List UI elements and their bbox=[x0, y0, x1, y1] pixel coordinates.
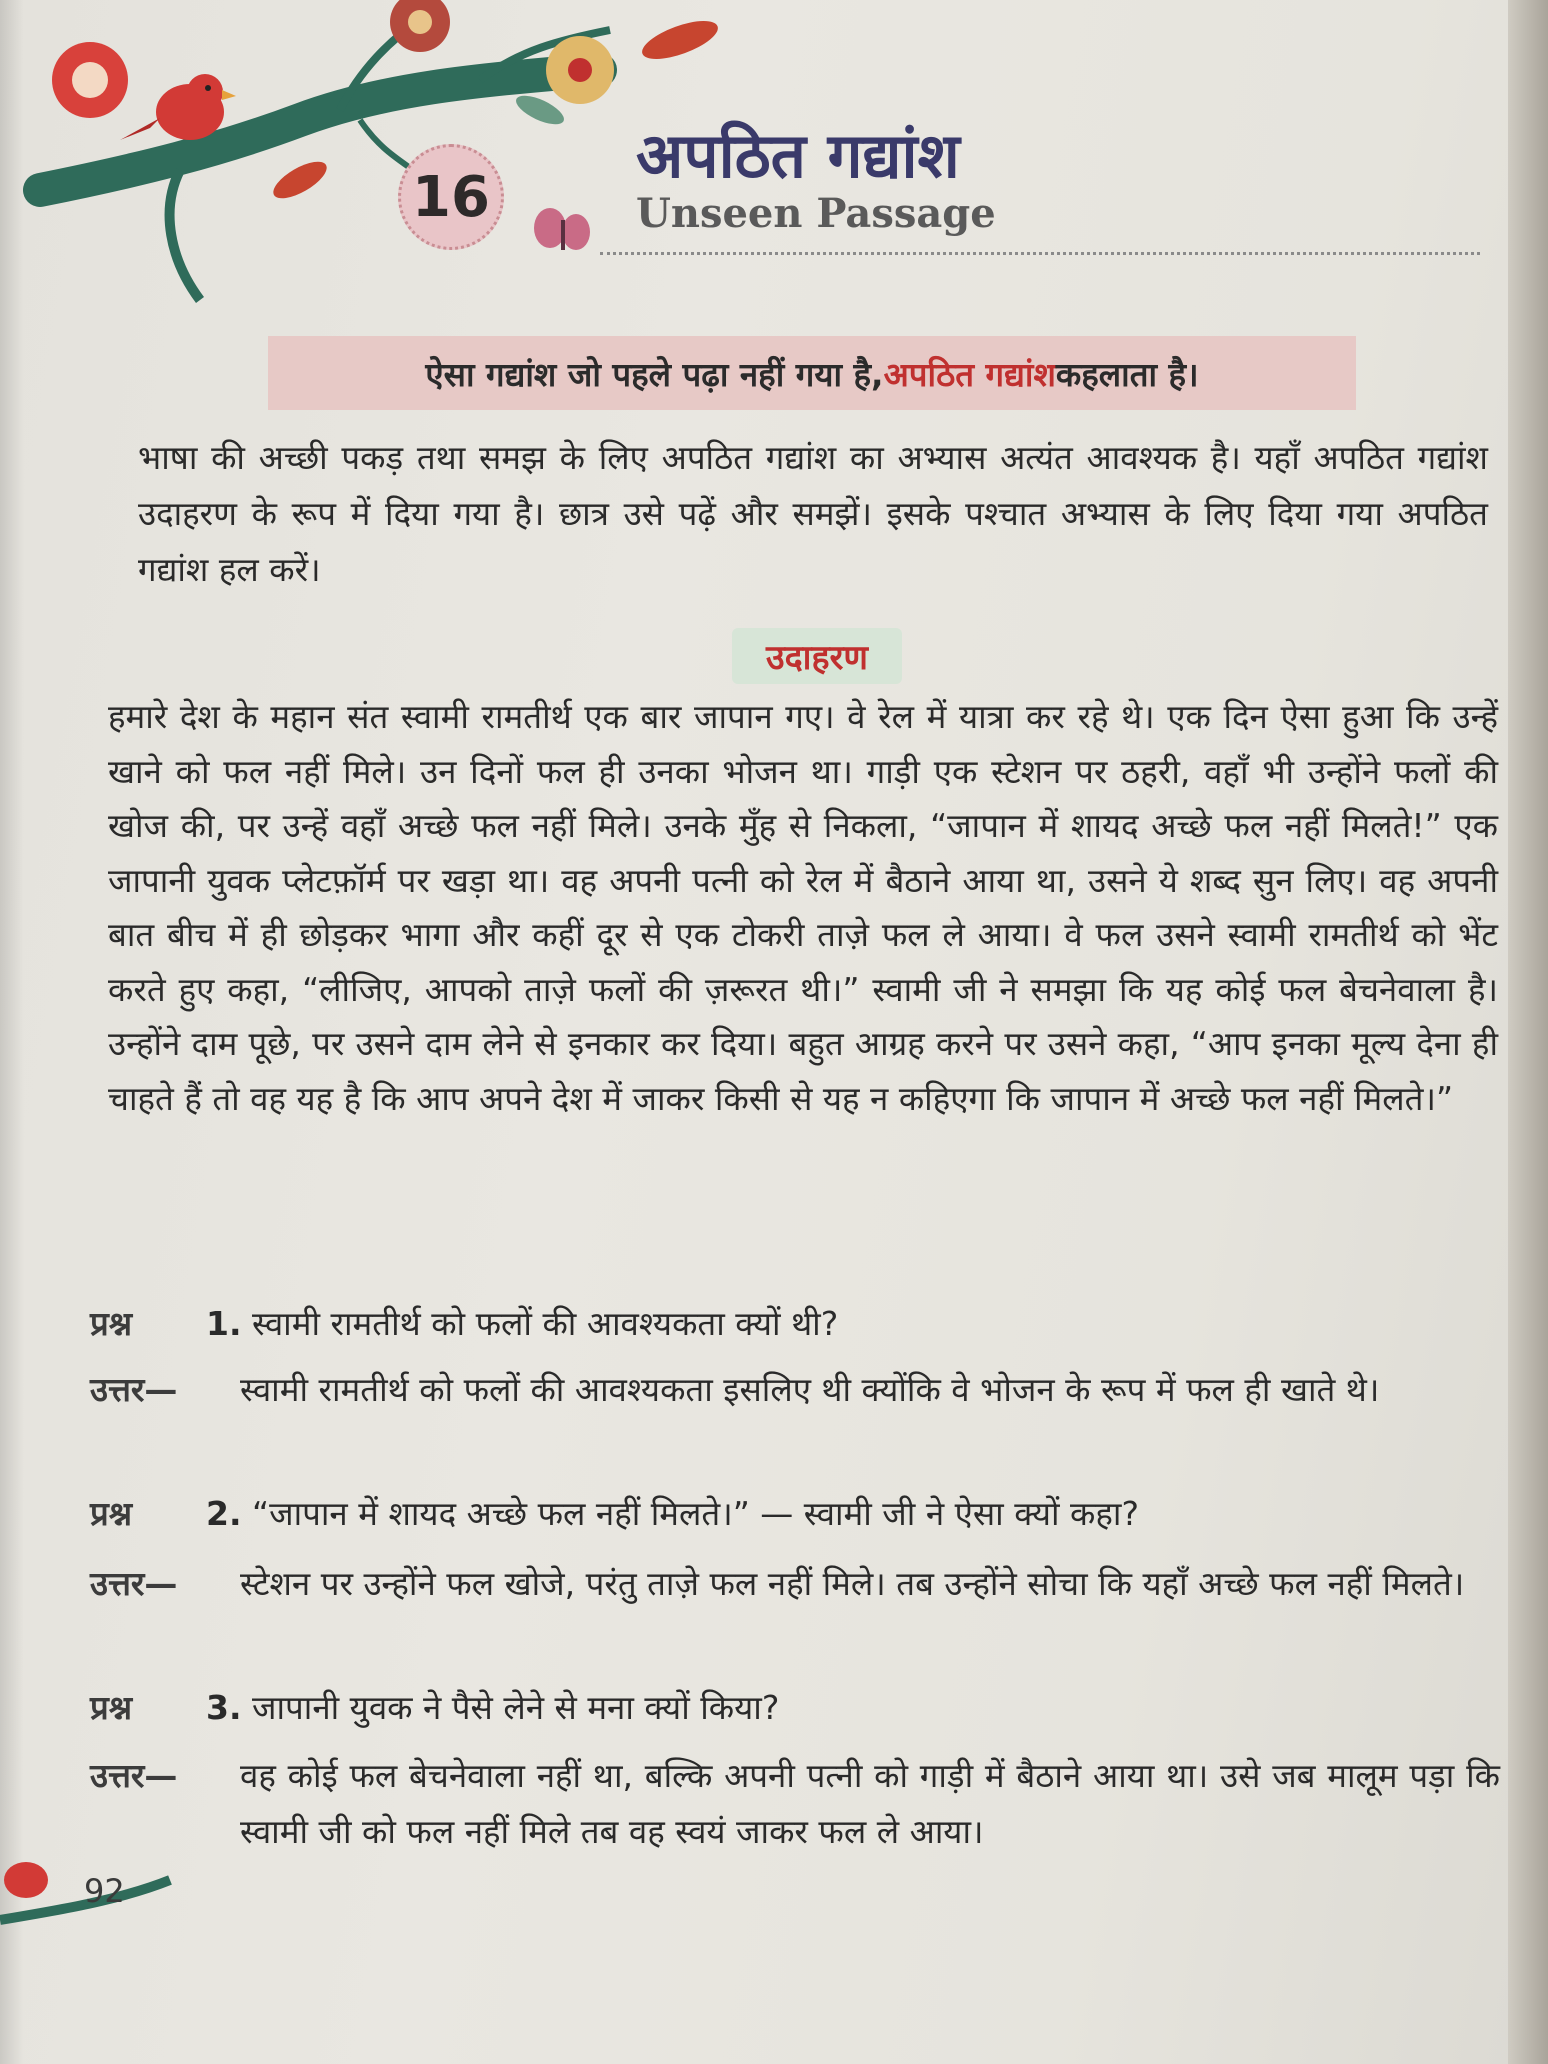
answer-label: उत्तर— bbox=[90, 1370, 178, 1409]
butterfly-icon bbox=[534, 208, 590, 250]
question-text: स्वामी रामतीर्थ को फलों की आवश्यकता क्यों थी? bbox=[252, 1304, 839, 1343]
chapter-subtitle: Unseen Passage bbox=[636, 190, 996, 237]
answer-text: स्टेशन पर उन्होंने फल खोजे, परंतु ताज़े फल नहीं मिले। तब उन्होंने सोचा कि यहाँ अच्छे फल नहीं मिलते। bbox=[240, 1564, 1465, 1603]
definition-prefix: ऐसा गद्यांश जो पहले पढ़ा नहीं गया है, bbox=[425, 354, 884, 394]
passage-paragraph: हमारे देश के महान संत स्वामी रामतीर्थ एक बार जापान गए। वे रेल में यात्रा कर रहे थे। एक दिन ऐसा हुआ कि उन्हें खाने को फल नहीं मिले। उन दिनों फल ही उनका भोजन था। गाड़ी एक स्टेशन पर ठहरी, वहाँ भी उन्होंने फलों की खोज की, पर उन्हें वहाँ अच्छे फल नहीं मिले। उनके मुँह से निकला, “जापान में शायद अच्छे फल नहीं मिलते!” एक जापानी युवक प्लेटफ़ॉर्म पर खड़ा था। वह अपनी पत्नी को रेल में बैठाने आया था, उसने ये शब्द सुन लिए। वह अपनी बात बीच में ही छोड़कर भागा और कहीं दूर से एक टोकरी ताज़े फल ले आया। वे फल उसने स्वामी रामतीर्थ को भेंट करते हुए कहा, “लीजिए, आपको ताज़े फलों की ज़रूरत थी।” स्वामी जी ने समझा कि यह कोई फल बेचनेवाला है। उन्होंने दाम पूछे, पर उसने दाम लेने से इनकार कर दिया। बहुत आग्रह करने पर उसने कहा, “आप इनका मूल्य देना ही चाहते हैं तो वह यह है कि आप अपने देश में जाकर किसी से यह न कहिएगा कि जापान में अच्छे फल नहीं मिलते।” bbox=[108, 697, 1498, 1118]
question-label: प्रश्न bbox=[90, 1494, 133, 1533]
answer-text: स्वामी रामतीर्थ को फलों की आवश्यकता इसलिए थी क्योंकि वे भोजन के रूप में फल ही खाते थे। bbox=[240, 1370, 1380, 1409]
question-text: “जापान में शायद अच्छे फल नहीं मिलते।” — स्वामी जी ने ऐसा क्यों कहा? bbox=[252, 1494, 1139, 1533]
page-edge bbox=[1508, 0, 1548, 2064]
intro-paragraph: भाषा की अच्छी पकड़ तथा समझ के लिए अपठित गद्यांश का अभ्यास अत्यंत आवश्यक है। यहाँ अपठित गद्यांश उदाहरण के रूप में दिया गया है। छात्र उसे पढ़ें और समझें। इसके पश्चात अभ्यास के लिए दिया गया अपठित गद्यांश हल करें। bbox=[138, 438, 1488, 589]
answer-2 bbox=[90, 1556, 1500, 1676]
question-number: 1. bbox=[206, 1304, 242, 1343]
page-number: 92 bbox=[84, 1872, 125, 1910]
answer-3 bbox=[90, 1748, 1500, 1868]
question-text: जापानी युवक ने पैसे लेने से मना क्यों किया? bbox=[252, 1688, 780, 1727]
chapter-number: 16 bbox=[398, 144, 504, 250]
bird-icon bbox=[4, 1862, 48, 1898]
answer-label: उत्तर— bbox=[90, 1564, 178, 1603]
answer-label: उत्तर— bbox=[90, 1756, 178, 1795]
definition-suffix: कहलाता है। bbox=[1055, 354, 1199, 394]
question-label: प्रश्न bbox=[90, 1304, 133, 1343]
answer-1 bbox=[90, 1362, 1500, 1482]
definition-highlight: अपठित गद्यांश bbox=[883, 354, 1056, 394]
question-label: प्रश्न bbox=[90, 1688, 133, 1727]
answer-text: वह कोई फल बेचनेवाला नहीं था, बल्कि अपनी पत्नी को गाड़ी में बैठाने आया था। उसे जब मालूम पड़ा कि स्वामी जी को फल नहीं मिले तब वह स्वयं जाकर फल ले आया। bbox=[240, 1756, 1500, 1851]
question-number: 2. bbox=[206, 1494, 242, 1533]
title-divider bbox=[600, 252, 1480, 255]
chapter-title: अपठित गद्यांश bbox=[636, 119, 960, 192]
question-number: 3. bbox=[206, 1688, 242, 1727]
example-heading: उदाहरण bbox=[732, 628, 902, 684]
definition-box bbox=[268, 336, 1356, 410]
branch-icon bbox=[40, 20, 610, 300]
